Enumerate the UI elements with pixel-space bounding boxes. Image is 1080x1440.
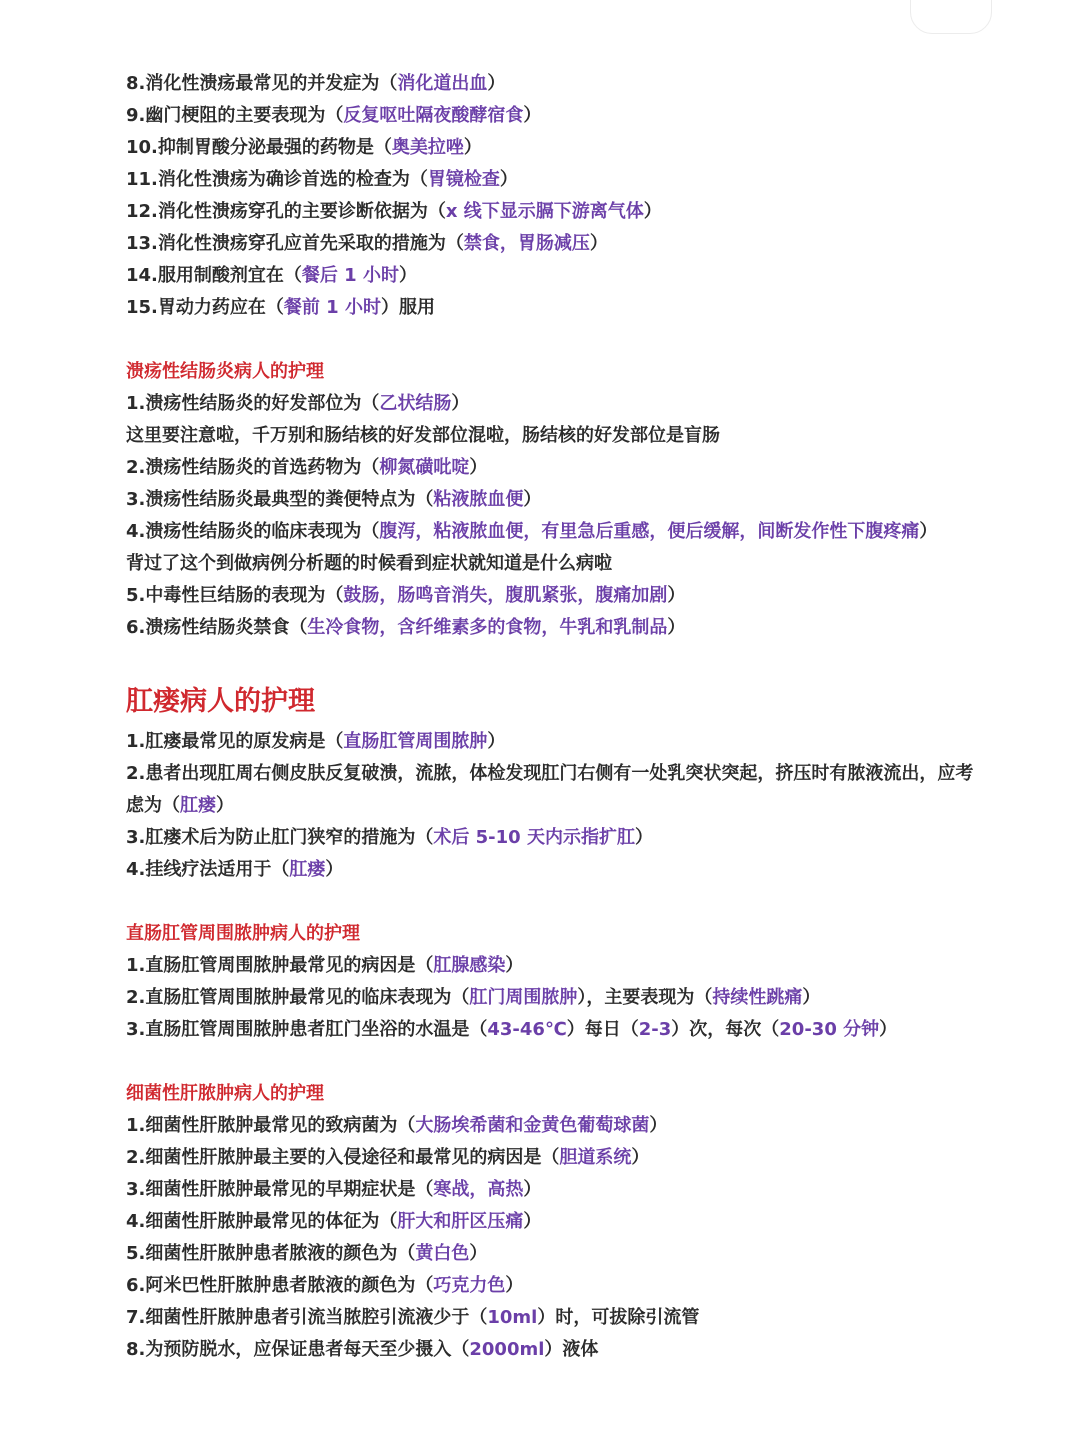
question-text: ） [451,393,470,414]
question-text: 1.细菌性肝脓肿最常见的致病菌为（ [126,1115,416,1136]
answer-text: 反复呕吐隔夜酸酵宿食 [343,105,524,126]
list-item [126,854,988,886]
answer-text: 鼓肠，肠鸣音消失，腹肌紧张，腹痛加剧 [343,585,668,606]
question-text: ） [523,1179,542,1200]
question-text: 背过了这个到做病例分析题的时候看到症状就知道是什么病啦 [126,553,612,574]
list-item [126,1270,988,1302]
answer-text: 柳氮磺吡啶 [379,457,470,478]
question-text: 7.细菌性肝脓肿患者引流当脓腔引流液少于（ [126,1307,488,1328]
answer-text: 巧克力色 [433,1275,506,1296]
answer-text: 直肠肛管周围脓肿 [343,731,488,752]
question-text: 6.阿米巴性肝脓肿患者脓液的颜色为（ [126,1275,434,1296]
list-item [126,548,988,580]
question-text: 15.胃动力药应在（ [126,297,284,318]
question-text: ） [505,955,524,976]
answer-text: x 线下显示膈下游离气体 [445,201,644,222]
answer-text: 胃镜检查 [427,169,500,190]
section-heading-anal-fistula: 肛瘘病人的护理 [126,686,315,717]
question-text: ），主要表现为（ [577,987,713,1008]
section-heading-liver-abscess: 细菌性肝脓肿病人的护理 [126,1083,324,1104]
list-item [126,612,988,644]
question-text: ） [325,859,344,880]
question-text: 这里要注意啦，千万别和肠结核的好发部位混啦，肠结核的好发部位是盲肠 [126,425,720,446]
answer-text: 肝大和肝区压痛 [397,1211,524,1232]
question-text: ）服用 [380,297,435,318]
question-text: 6.溃疡性结肠炎禁食（ [126,617,308,638]
list-item [126,132,988,164]
list-item [126,388,988,420]
notes-content [126,68,988,1366]
list-item [126,68,988,100]
answer-text: 2000ml [469,1339,545,1360]
answer-text: 餐后 1 小时 [301,265,399,286]
question-text: ） [463,137,482,158]
answer-text: 持续性跳痛 [712,987,803,1008]
list-item [126,950,988,982]
list-item [126,1302,988,1334]
answer-text: 禁食，胃肠减压 [463,233,590,254]
corner-card-edge [910,0,992,34]
question-text: 5.细菌性肝脓肿患者脓液的颜色为（ [126,1243,416,1264]
question-text: ） [667,617,686,638]
anal-fistula-items [126,726,988,886]
list-item [126,228,988,260]
list-item [126,822,988,854]
question-text: 3.溃疡性结肠炎最典型的粪便特点为（ [126,489,434,510]
question-text: 1.直肠肛管周围脓肿最常见的病因是（ [126,955,434,976]
perianal-abscess-items [126,950,988,1046]
list-item [126,1206,988,1238]
answer-text: 生冷食物，含纤维素多的食物，牛乳和乳制品 [307,617,668,638]
list-item [126,292,988,324]
question-text: ） [398,265,417,286]
question-text: ） [634,827,653,848]
question-text: 2.直肠肛管周围脓肿最常见的临床表现为（ [126,987,470,1008]
answer-text: 粘液脓血便 [433,489,524,510]
list-item [126,1142,988,1174]
liver-abscess-items [126,1110,988,1366]
question-text: 10.抑制胃酸分泌最强的药物是（ [126,137,392,158]
list-item [126,100,988,132]
question-text: 2.溃疡性结肠炎的首选药物为（ [126,457,380,478]
answer-text: 乙状结肠 [379,393,452,414]
answer-text: 肛瘘 [289,859,326,880]
question-text: 4.溃疡性结肠炎的临床表现为（ [126,521,380,542]
question-text: 11.消化性溃疡为确诊首选的检查为（ [126,169,428,190]
list-item [126,1174,988,1206]
answer-text: 术后 5-10 天内示指扩肛 [433,827,635,848]
question-text: ）时，可拔除引流管 [537,1307,700,1328]
question-text: 3.细菌性肝脓肿最常见的早期症状是（ [126,1179,434,1200]
answer-text: 10ml [487,1307,538,1328]
list-item [126,164,988,196]
answer-text: 黄白色 [415,1243,470,1264]
question-text: 2.患者出现肛周右侧皮肤反复破溃，流脓，体检发现肛门右侧有一处乳突状突起，挤压时有脓液流出，应考虑为（ [126,763,974,816]
question-text: 8.为预防脱水，应保证患者每天至少摄入（ [126,1339,470,1360]
question-text: 3.肛瘘术后为防止肛门狭窄的措施为（ [126,827,434,848]
question-text: ） [523,489,542,510]
answer-text: 43-46℃ [487,1019,567,1040]
question-text: ） [523,1211,542,1232]
list-item [126,726,988,758]
question-text: ） [469,457,488,478]
question-text: 14.服用制酸剂宜在（ [126,265,302,286]
answer-text: 20-30 分钟 [779,1019,880,1040]
question-text: ） [879,1019,898,1040]
question-text: 1.溃疡性结肠炎的好发部位为（ [126,393,380,414]
question-text: ） [487,731,506,752]
question-text: ） [505,1275,524,1296]
question-text: 3.直肠肛管周围脓肿患者肛门坐浴的水温是（ [126,1019,488,1040]
answer-text: 腹泻，粘液脓血便，有里急后重感，便后缓解，间断发作性下腹疼痛 [379,521,920,542]
list-item [126,196,988,228]
question-text: ） [499,169,518,190]
answer-text: 寒战，高热 [433,1179,524,1200]
list-item [126,452,988,484]
question-text: ） [631,1147,650,1168]
ulcerative-colitis-items [126,388,988,644]
list-item [126,982,988,1014]
question-text: ）次，每次（ [671,1019,780,1040]
question-text: 4.挂线疗法适用于（ [126,859,290,880]
list-item [126,516,988,548]
question-text: 13.消化性溃疡穿孔应首先采取的措施为（ [126,233,464,254]
list-item [126,1110,988,1142]
answer-text: 大肠埃希菌和金黄色葡萄球菌 [415,1115,650,1136]
question-text: ） [643,201,662,222]
answer-text: 肛腺感染 [433,955,506,976]
answer-text: 消化道出血 [397,73,488,94]
question-text: ）每日（ [566,1019,639,1040]
question-text: ） [589,233,608,254]
answer-text: 奥美拉唑 [391,137,464,158]
question-text: ） [649,1115,668,1136]
list-item [126,758,988,822]
answer-text: 胆道系统 [559,1147,632,1168]
answer-text: 2-3 [638,1019,672,1040]
answer-text: 肛瘘 [180,795,216,816]
question-text: 9.幽门梗阻的主要表现为（ [126,105,344,126]
answer-text: 餐前 1 小时 [283,297,381,318]
question-text: 1.肛瘘最常见的原发病是（ [126,731,344,752]
question-text: ）液体 [544,1339,599,1360]
question-text: ） [802,987,821,1008]
list-item [126,1238,988,1270]
list-item [126,580,988,612]
question-text: ） [523,105,542,126]
list-item [126,1014,988,1046]
question-text: 4.细菌性肝脓肿最常见的体征为（ [126,1211,398,1232]
question-text: ） [487,73,506,94]
list-item [126,484,988,516]
question-text: 8.消化性溃疡最常见的并发症为（ [126,73,398,94]
question-text: ） [469,1243,488,1264]
list-item [126,420,988,452]
peptic-ulcer-items [126,68,988,324]
section-heading-perianal-abscess: 直肠肛管周围脓肿病人的护理 [126,923,360,944]
answer-text: 肛门周围脓肿 [469,987,578,1008]
list-item [126,260,988,292]
question-text: 12.消化性溃疡穿孔的主要诊断依据为（ [126,201,446,222]
list-item [126,1334,988,1366]
question-text: 2.细菌性肝脓肿最主要的入侵途径和最常见的病因是（ [126,1147,560,1168]
section-heading-ulcerative-colitis: 溃疡性结肠炎病人的护理 [126,361,324,382]
question-text: 5.中毒性巨结肠的表现为（ [126,585,344,606]
question-text: ） [216,795,234,816]
question-text: ） [919,521,938,542]
question-text: ） [667,585,686,606]
